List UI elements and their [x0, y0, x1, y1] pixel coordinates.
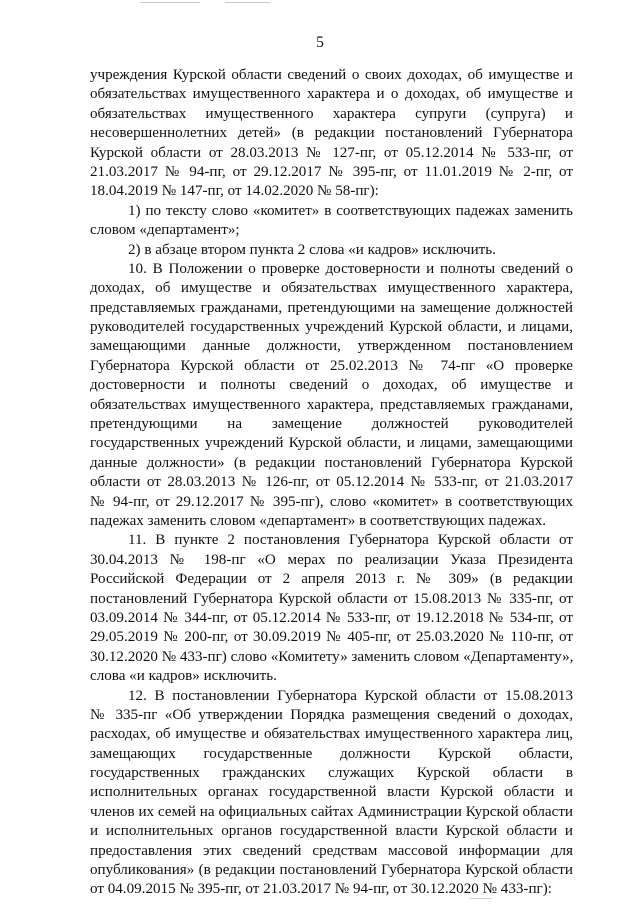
scan-bottom-mark: [470, 898, 492, 899]
scan-edge-mark-left: [140, 2, 200, 3]
text-line: 30.04.2013 № 198-пг «О мерах по реализации Указа Президента: [90, 551, 573, 568]
text-line: № 94-пг, от 29.12.2017 № 395-пг), слово «комитет» в соответствующих: [90, 493, 573, 510]
text-line: постановлений Губернатора Курской области от 15.08.2013 № 335-пг, от: [90, 590, 573, 607]
text-line: 10. В Положении о проверке достоверности и полноты сведений о: [128, 260, 573, 277]
paragraph-item-2: [90, 241, 573, 260]
text-line: 30.12.2020 № 433-пг) слово «Комитету» заменить словом «Департаменту»,: [90, 648, 574, 665]
text-line: № 335-пг «Об утверждении Порядка размещения сведений о доходах,: [90, 706, 573, 723]
text-line: исполнительных органах государственной власти Курской области и: [90, 784, 573, 801]
text-line: 12. В постановлении Губернатора Курской области от 15.08.2013: [128, 687, 573, 704]
text-line: 2) в абзаце втором пункта 2 слова «и кадров» исключить.: [128, 241, 496, 258]
text-line: представляемых гражданами, претендующими на замещение должностей: [90, 299, 573, 316]
text-line: предоставления этих сведений средствам массовой информации для: [90, 842, 573, 859]
text-line: государственных гражданских служащих Курской области в: [90, 765, 573, 782]
text-line: обязательствах имущественного характера супруги (супруга) и: [90, 105, 573, 122]
scan-edge-mark-right: [225, 2, 270, 3]
text-line: обязательствах имущественного характера и о доходах, об имуществе и: [90, 86, 573, 103]
text-line: 29.05.2019 № 200-пг, от 30.09.2019 № 405-пг, от 25.03.2020 № 110-пг, от: [90, 629, 573, 646]
text-line: Курской области от 28.03.2013 № 127-пг, от 05.12.2014 № 533-пг, от: [90, 144, 573, 161]
text-line: претендующими на замещение должностей руководителей: [90, 416, 573, 433]
text-line: слова «и кадров» исключить.: [90, 668, 277, 685]
text-line: опубликования» (в редакции постановлений Губернатора Курской области: [90, 862, 573, 879]
text-line: доходах, об имуществе и обязательствах имущественного характера,: [90, 280, 573, 297]
text-line: словом «департамент»;: [90, 222, 240, 239]
text-line: 18.04.2019 № 147-пг, от 14.02.2020 № 58-пг):: [90, 183, 379, 200]
text-line: падежах заменить словом «департамент» в соответствующих падежах.: [90, 512, 547, 529]
text-line: несовершеннолетних детей» (в редакции постановлений Губернатора: [90, 125, 573, 142]
text-line: Губернатора Курской области от 25.02.2013 № 74-пг «О проверке: [90, 357, 573, 374]
text-line: 03.09.2014 № 344-пг, от 05.12.2014 № 533-пг, от 19.12.2018 № 534-пг, от: [90, 609, 573, 626]
text-line: замещающих государственные должности Курской области,: [90, 745, 573, 762]
document-body: [90, 66, 573, 900]
text-line: достоверности и полноты сведений о доходах, об имуществе и: [90, 377, 573, 394]
text-line: от 04.09.2015 № 395-пг, от 21.03.2017 № 94-пг, от 30.12.2020 № 433-пг):: [90, 881, 552, 898]
text-line: области от 28.03.2013 № 126-пг, от 05.12.2014 № 533-пг, от 21.03.2017: [90, 474, 573, 491]
text-line: Российской Федерации от 2 апреля 2013 г. № 309» (в редакции: [90, 571, 573, 588]
page-number: 5: [316, 34, 324, 51]
text-line: государственных учреждений Курской области, и лицами, замещающими: [90, 435, 573, 452]
text-line: и исполнительных органов государственной власти Курской области и: [90, 823, 573, 840]
text-line: руководителей государственных учреждений Курской области, и лицами,: [90, 319, 573, 336]
text-line: расходах, об имуществе и обязательствах имущественного характера лиц,: [90, 726, 573, 743]
text-line: замещающими данные должности, утвержденном постановлением: [90, 338, 573, 355]
text-line: учреждения Курской области сведений о своих доходах, об имуществе и: [90, 67, 573, 83]
paragraph-item-1: [90, 202, 573, 241]
paragraph-section-12: [90, 687, 573, 900]
text-line: обязательствах имущественного характера, представляемых гражданами,: [90, 396, 573, 413]
text-line: 11. В пункте 2 постановления Губернатора Курской области от: [128, 532, 573, 549]
text-line: членов их семей на официальных сайтах Администрации Курской области: [90, 803, 573, 820]
paragraph-section-10: [90, 260, 573, 531]
text-line: 21.03.2017 № 94-пг, от 29.12.2017 № 395-пг, от 11.01.2019 № 2-пг, от: [90, 163, 573, 180]
paragraph-continuation: [90, 66, 573, 202]
paragraph-section-11: [90, 531, 573, 686]
text-line: данные должности» (в редакции постановлений Губернатора Курской: [90, 454, 573, 471]
text-line: 1) по тексту слово «комитет» в соответствующих падежах заменить: [128, 202, 573, 219]
